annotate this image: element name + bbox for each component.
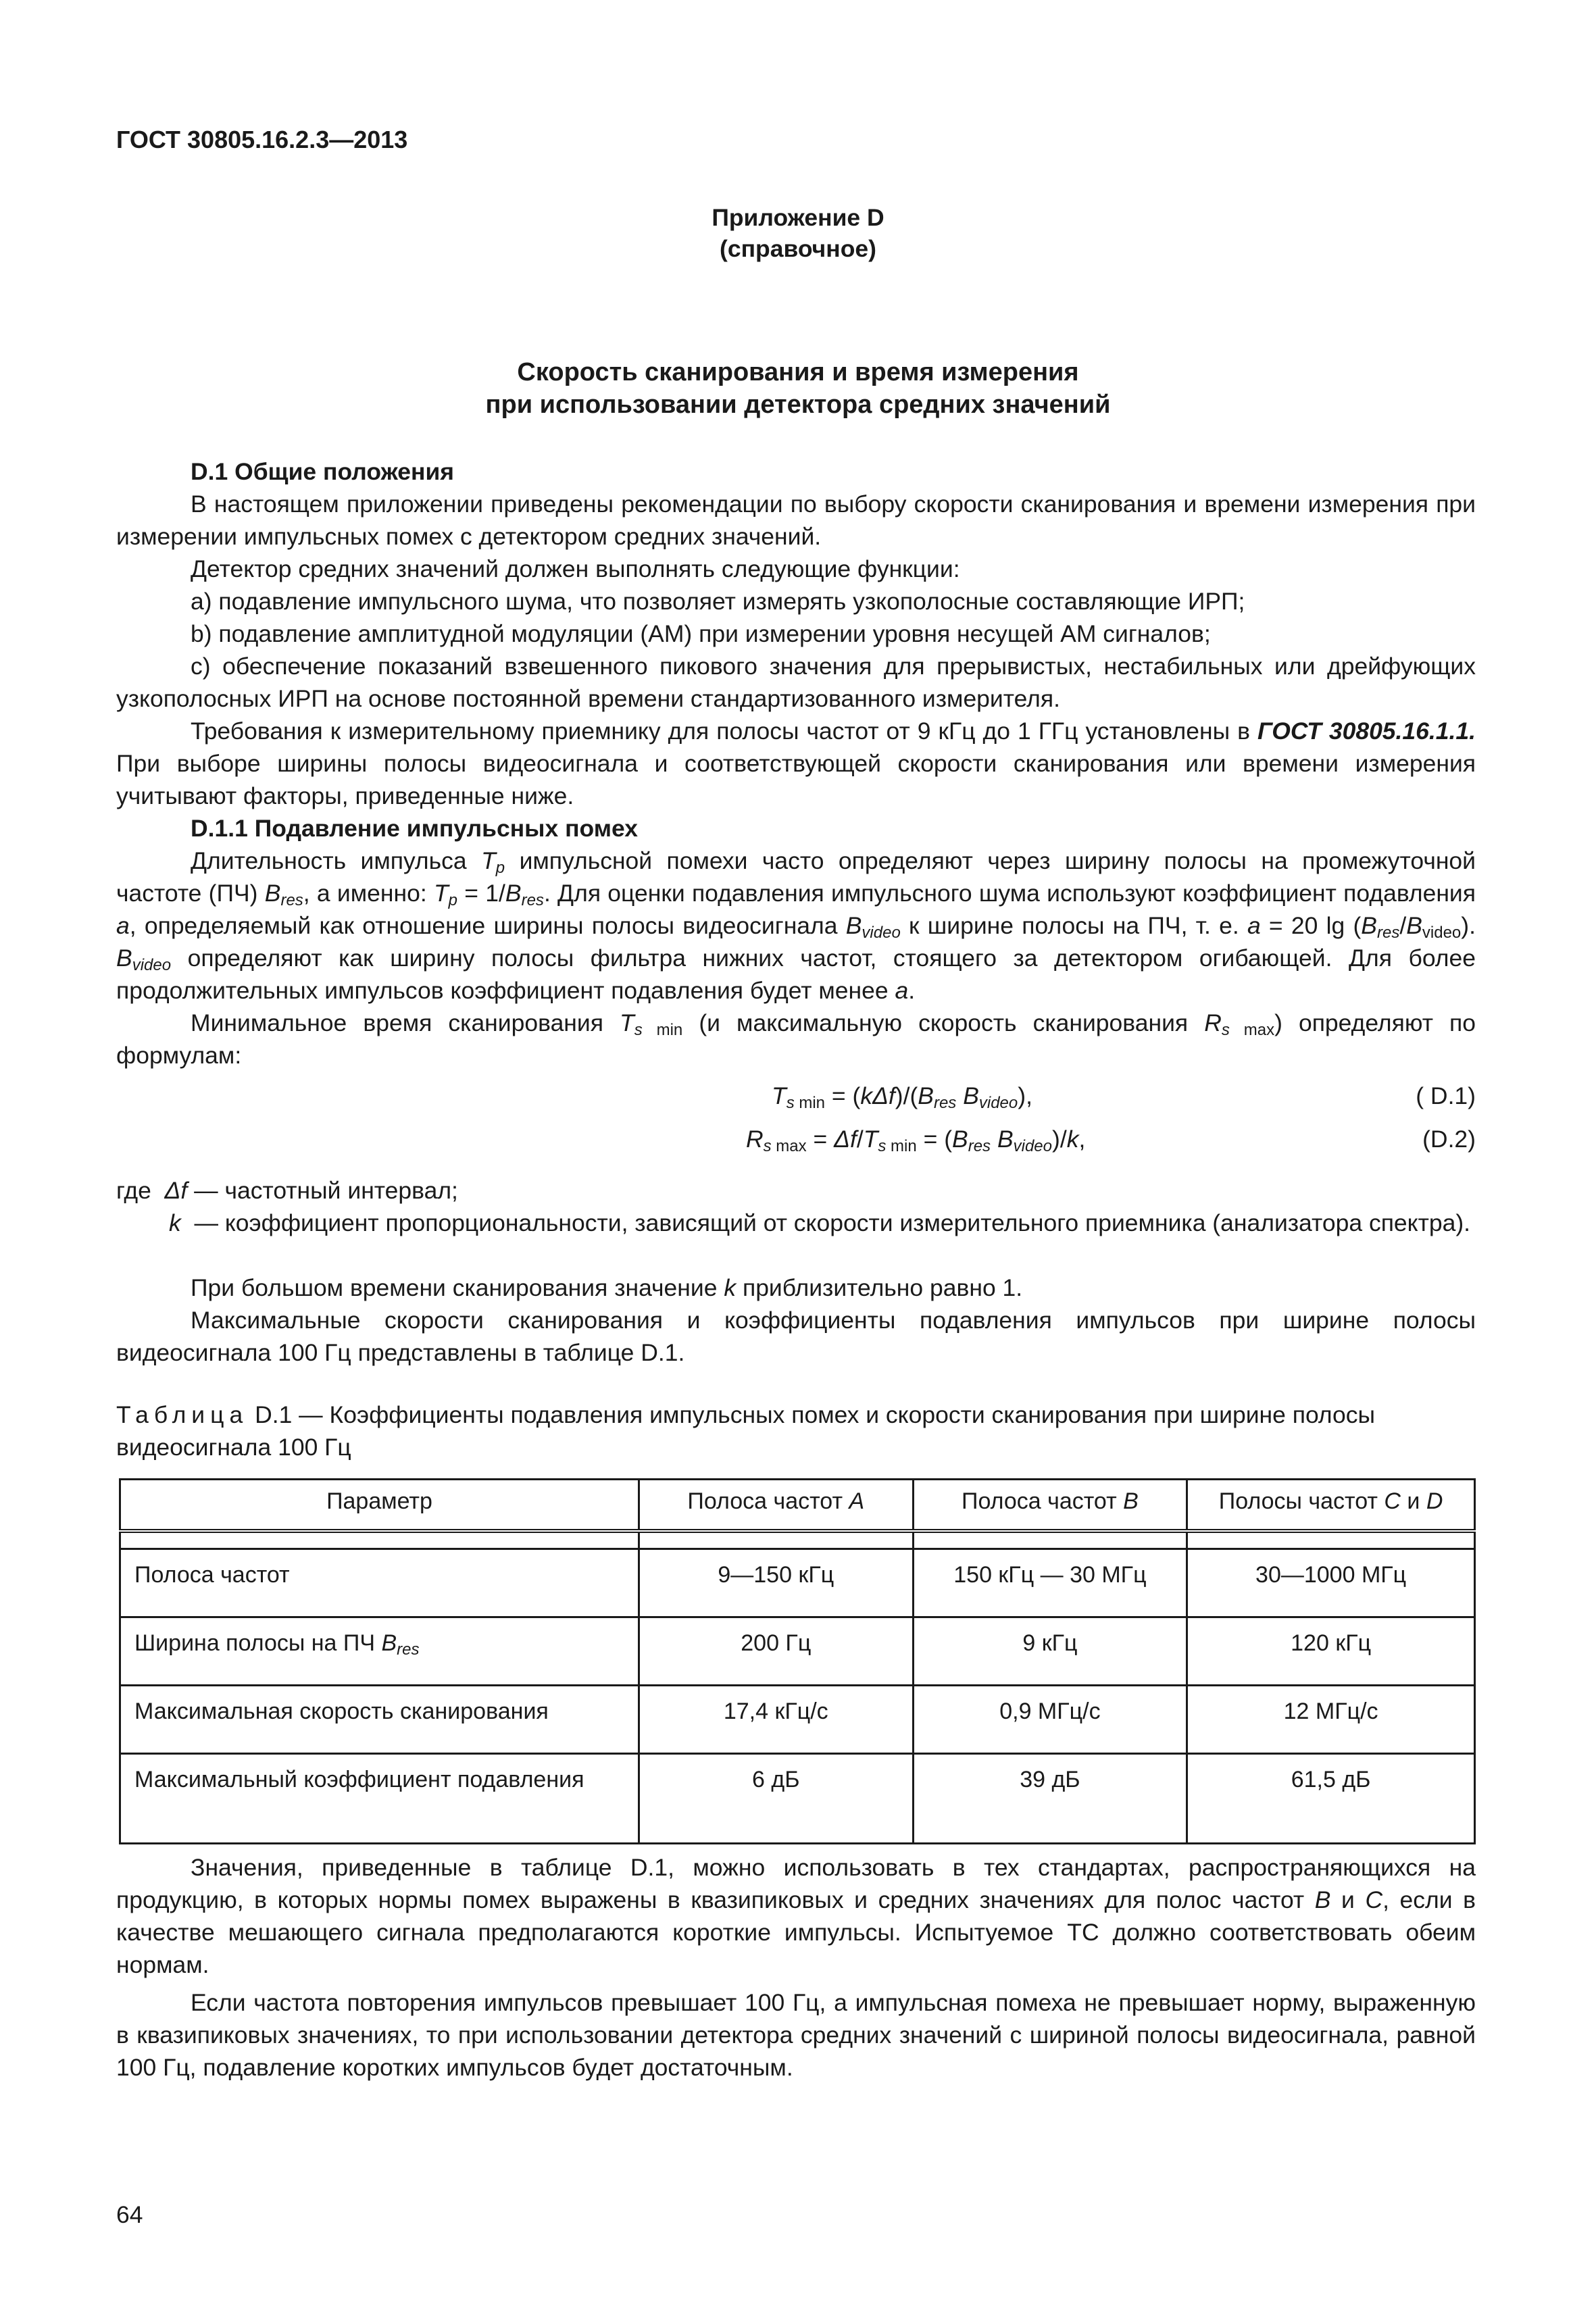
table-header-band-b: Полоса частот B — [913, 1480, 1187, 1532]
formula-number-d2: (D.2) — [1422, 1126, 1476, 1153]
where-line-1: где Δf — частотный интервал; — [116, 1177, 458, 1204]
after-table-p1: Значения, приведенные в таблице D.1, можно использовать в тех стандартах, распространяющихся на продукцию, в которых нормы помех выражены в квазипиковых и средних значениях для полос частот B и C, если в качестве мешающего сигнала предполагаются короткие импульсы. Испытуемое ТС должно соответствовать обеим нормам. — [116, 1854, 1476, 1978]
table-row: Максимальный коэффициент подавления 6 дБ 39 дБ 61,5 дБ — [120, 1754, 1475, 1844]
section-d11-p2: Минимальное время сканирования $T_{s min}$ (и максимальную скорость сканирования $R_{s max}$) определяют по формулам: — [116, 1009, 1476, 1069]
table-row: Полоса частот 9—150 кГц 150 кГц — 30 МГц 30—1000 МГц — [120, 1549, 1475, 1617]
table-row: Ширина полосы на ПЧ $B_{res}$ 200 Гц 9 кГц 120 кГц — [120, 1617, 1475, 1686]
table-header-band-a: Полоса частот A — [639, 1480, 913, 1532]
where-p-k: При большом времени сканирования значение k приблизительно равно 1. — [191, 1274, 1023, 1301]
where-line-2: k — коэффициент пропорциональности, зависящий от скорости измерительного приемника (анализатора спектра). — [169, 1209, 1471, 1236]
standard-reference-link: ГОСТ 30805.16.1.1. — [1257, 718, 1476, 745]
table-header-parameter: Параметр — [120, 1480, 639, 1532]
page-number: 64 — [116, 2201, 143, 2228]
annex-type: (справочное) — [720, 235, 876, 262]
document-code: ГОСТ 30805.16.2.3—2013 — [116, 126, 408, 153]
section-d1-p3: Требования к измерительному приемнику для полосы частот от 9 кГц до 1 ГГц установлены в ГОСТ 30805.16.1.1. При выборе ширины полосы видеосигнала и соответствующей скорости сканирования или времени измерения учитывают факторы, приведенные ниже. — [116, 718, 1476, 809]
section-d1-p1: В настоящем приложении приведены рекомендации по выбору скорости сканирования и времени измерения при измерении импульсных помех с детектором средних значений. — [116, 491, 1476, 550]
section-d1-title: D.1 Общие положения — [191, 458, 454, 485]
list-item-b: b) подавление амплитудной модуляции (АМ) при измерении уровня несущей АМ сигналов; — [191, 620, 1211, 647]
table-row: Максимальная скорость сканирования 17,4 кГц/с 0,9 МГц/с 12 МГц/с — [120, 1686, 1475, 1754]
where-p-max: Максимальные скорости сканирования и коэффициенты подавления импульсов при ширине полосы видеосигнала 100 Гц представлены в таблице D.1. — [116, 1307, 1476, 1366]
section-d1-p2: Детектор средних значений должен выполнять следующие функции: — [191, 555, 960, 582]
heading-line-2: при использовании детектора средних значений — [485, 391, 1111, 419]
formula-d2: $R_{s max} = \Delta f/T_{s min} = (B_{res}$ $B_{video})/k$, (D.2) — [116, 1123, 1476, 1155]
section-d11-p1: Длительность импульса $T_p$ импульсной помехи часто определяют через ширину полосы на промежуточной частоте (ПЧ) $B_{res}$, а именно: $T_p = 1/B_{res}$. Для оценки подавления импульсного шума используют коэффициент подавления a, определяемый как отношение ширины полосы видеосигнала $B_{video}$ к ширине полосы на ПЧ, т. е. a = 20 $\lg (B_{res}/B_{video})$. $B_{video}$ определяют как ширину полосы фильтра нижних частот, стоящего за детектором огибающей. Для более продолжительных импульсов коэффициент подавления будет менее a. — [116, 847, 1476, 1004]
after-table-p2: Если частота повторения импульсов превышает 100 Гц, а импульсная помеха не превышает норму, выраженную в квазипиковых значениях, то при использовании детектора средних значений с шириной полосы видеосигнала, равной 100 Гц, подавление коротких импульсов будет достаточным. — [116, 1989, 1476, 2081]
list-item-a: a) подавление импульсного шума, что позволяет измерять узкополосные составляющие ИРП; — [191, 588, 1245, 615]
heading-line-1: Скорость сканирования и время измерения — [517, 358, 1079, 386]
annex-title: Приложение D — [712, 204, 884, 231]
formula-d1: $T_{s min} = (k\Delta f)/(B_{res}$ $B_{video}$), ( D.1) — [116, 1080, 1476, 1112]
list-item-c: c) обеспечение показаний взвешенного пикового значения для прерывистых, нестабильных или дрейфующих узкополосных ИРП на основе постоянной времени стандартизованного измерителя. — [116, 653, 1476, 712]
table-d1 — [119, 1478, 1476, 1844]
formula-number-d1: ( D.1) — [1416, 1082, 1476, 1109]
table-caption: Таблица D.1 — Коэффициенты подавления импульсных помех и скорости сканирования при ширине полосы видеосигнала 100 Гц — [116, 1401, 1376, 1461]
section-d11-title: D.1.1 Подавление импульсных помех — [191, 815, 639, 842]
table-header-band-cd: Полосы частот C и D — [1187, 1480, 1475, 1532]
table-header-row — [120, 1480, 1475, 1532]
